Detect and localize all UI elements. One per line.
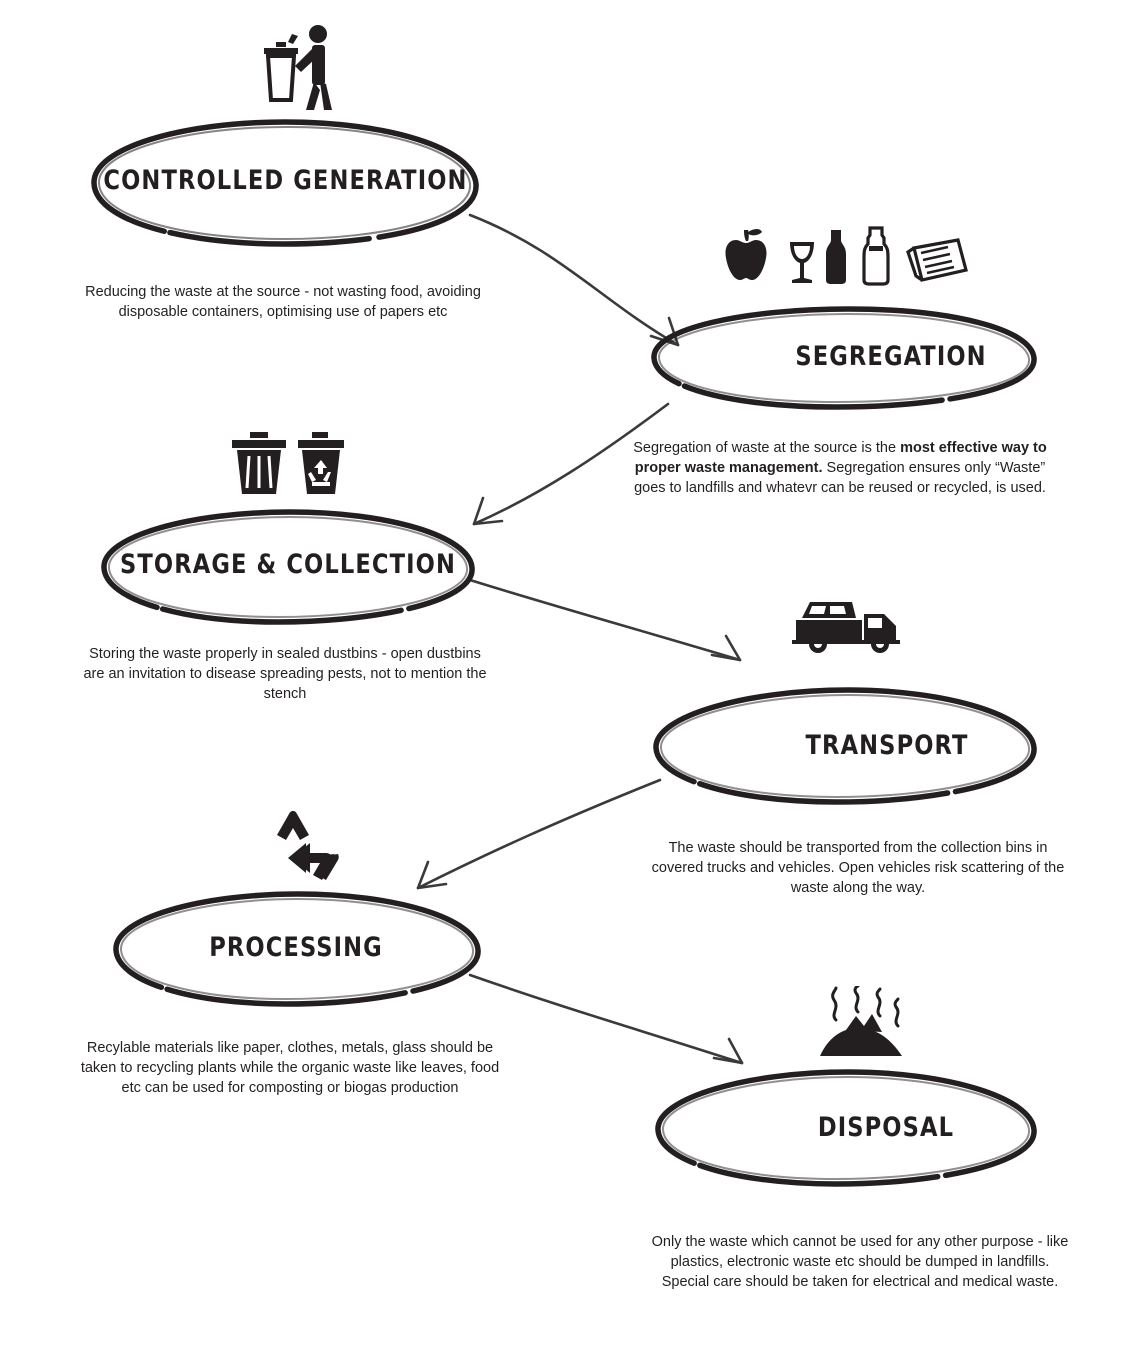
description-transport: The waste should be transported from the collection bins in covered trucks and vehicles. Open vehicles risk scattering of the waste along the way. [651,840,1065,896]
node-label-controlled-generation: CONTROLLED GENERATION [103,165,468,196]
description-disposal: Only the waste which cannot be used for any other purpose - like plastics, electronic waste etc should be dumped in landfills. Special care should be taken for electrical and medical waste. [651,1234,1069,1290]
node-label-storage-collection: STORAGE & COLLECTION [120,549,456,580]
node-controlled-generation[interactable] [88,118,483,248]
garbage-truck-icon [792,596,902,658]
description-controlled-generation: Reducing the waste at the source - not wasting food, avoiding disposable containers, optimising use of papers etc [85,284,481,320]
burning-landfill-icon [806,986,916,1058]
node-label-transport: TRANSPORT [805,730,969,761]
waste-types-icon [718,226,968,288]
node-label-disposal: DISPOSAL [817,1112,955,1143]
node-label-segregation: SEGREGATION [795,341,987,372]
description-processing: Recylable materials like paper, clothes, metals, glass should be taken to recycling plants while the organic waste like leaves, food etc can be used for composting or biogas production [80,1040,500,1096]
description-segregation [630,438,1050,498]
person-throwing-trash-icon [262,22,342,112]
node-processing[interactable] [110,890,482,1008]
description-segregation-part2: Segregation ensures only “Waste” goes to landfills and whatevr can be reused or recycled, is used. [634,460,1046,496]
node-transport[interactable] [650,686,1040,806]
node-label-processing: PROCESSING [209,932,383,963]
arrow-processing-to-disposal [470,975,742,1063]
description-segregation-part1: Segregation of waste at the source is the [633,440,901,456]
arrow-transport-to-processing [418,780,660,888]
node-storage-collection[interactable] [98,508,478,626]
recycling-symbol-icon [248,808,340,890]
node-segregation[interactable] [648,306,1038,411]
description-segregation-bold: most effective way to proper waste management. [634,440,1047,476]
node-disposal[interactable] [652,1068,1040,1188]
dustbin-recycling-bin-icon [228,428,353,496]
description-storage-collection: Storing the waste properly in sealed dustbins - open dustbins are an invitation to disease spreading pests, not to mention the stench [83,646,487,702]
arrow-generation-to-segregation [470,215,678,345]
arrow-storage-to-transport [470,580,740,660]
